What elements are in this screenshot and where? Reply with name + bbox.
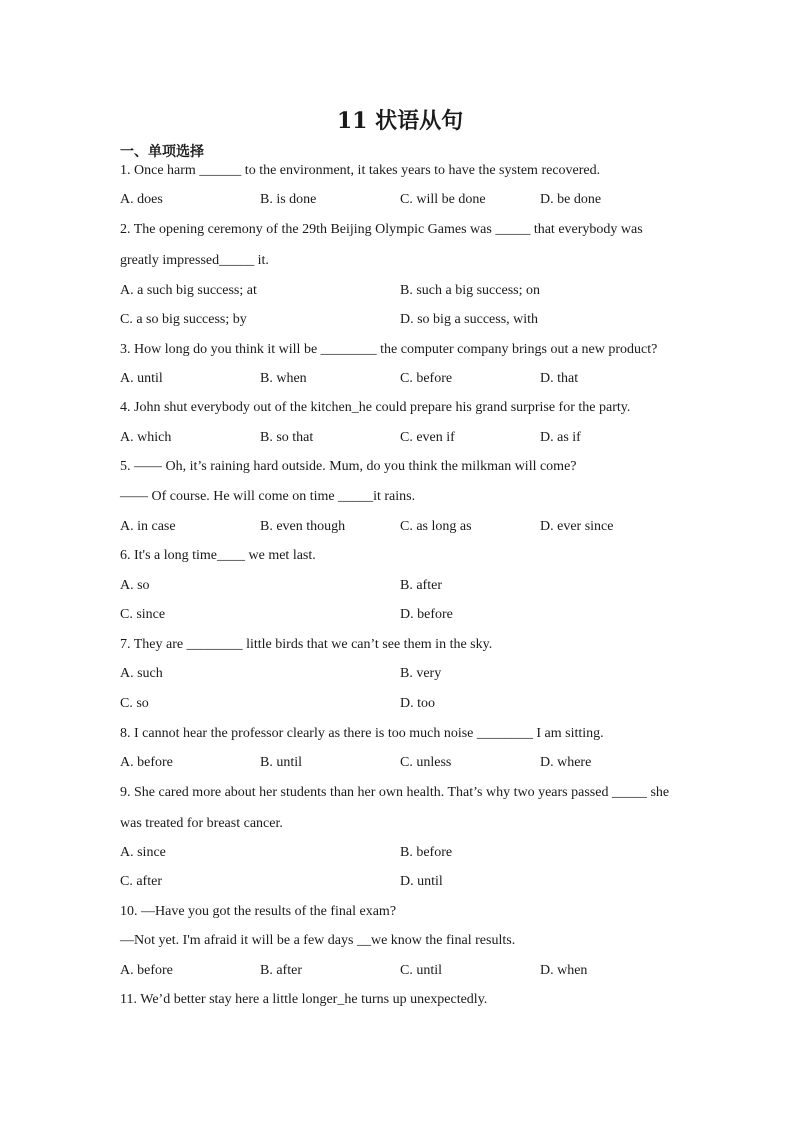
question-4-option-a[interactable]: A. which bbox=[120, 430, 172, 445]
question-7-option-b[interactable]: B. very bbox=[400, 666, 442, 681]
question-3-option-c[interactable]: C. before bbox=[400, 371, 453, 386]
question-10-option-c[interactable]: C. until bbox=[400, 963, 443, 978]
question-5-option-c[interactable]: C. as long as bbox=[400, 519, 472, 534]
section-heading: 一、单项选择 bbox=[120, 144, 204, 160]
question-9-option-c[interactable]: C. after bbox=[120, 874, 162, 889]
question-6-option-c[interactable]: C. since bbox=[120, 607, 166, 622]
question-9-option-d[interactable]: D. until bbox=[400, 874, 443, 889]
question-9-option-a[interactable]: A. since bbox=[120, 845, 166, 860]
question-9-stem-cont: was treated for breast cancer. bbox=[120, 816, 283, 831]
question-9-stem: 9. She cared more about her students than her own health. That’s why two years passed _____ she bbox=[120, 785, 670, 800]
question-4-option-b[interactable]: B. so that bbox=[260, 430, 314, 445]
question-7-option-d[interactable]: D. too bbox=[400, 696, 435, 711]
question-5-option-d[interactable]: D. ever since bbox=[540, 519, 614, 534]
question-5-option-a[interactable]: A. in case bbox=[120, 519, 176, 534]
question-2-option-a[interactable]: A. a such big success; at bbox=[120, 283, 257, 298]
question-4-option-c[interactable]: C. even if bbox=[400, 430, 455, 445]
question-5-stem: 5. —— Oh, it’s raining hard outside. Mum, do you think the milkman will come? bbox=[120, 459, 577, 474]
question-4-stem: 4. John shut everybody out of the kitchen_he could prepare his grand surprise for the party. bbox=[120, 400, 631, 415]
question-2-stem-cont: greatly impressed_____ it. bbox=[120, 253, 269, 268]
page-title: 11 状语从句 bbox=[336, 108, 464, 134]
question-8-option-d[interactable]: D. where bbox=[540, 755, 592, 770]
question-10-option-b[interactable]: B. after bbox=[260, 963, 302, 978]
question-3-option-b[interactable]: B. when bbox=[260, 371, 307, 386]
question-10-stem: 10. —Have you got the results of the final exam? bbox=[120, 904, 397, 919]
question-2-option-b[interactable]: B. such a big success; on bbox=[400, 283, 540, 298]
question-3-option-a[interactable]: A. until bbox=[120, 371, 163, 386]
question-10-option-d[interactable]: D. when bbox=[540, 963, 588, 978]
question-7-option-a[interactable]: A. such bbox=[120, 666, 163, 681]
question-1-option-b[interactable]: B. is done bbox=[260, 192, 317, 207]
question-2-option-c[interactable]: C. a so big success; by bbox=[120, 312, 247, 327]
question-6-option-d[interactable]: D. before bbox=[400, 607, 453, 622]
question-4-option-d[interactable]: D. as if bbox=[540, 430, 581, 445]
question-8-option-c[interactable]: C. unless bbox=[400, 755, 452, 770]
question-3-option-d[interactable]: D. that bbox=[540, 371, 579, 386]
question-2-option-d[interactable]: D. so big a success, with bbox=[400, 312, 539, 327]
question-8-option-a[interactable]: A. before bbox=[120, 755, 173, 770]
question-1-option-a[interactable]: A. does bbox=[120, 192, 163, 207]
question-11-stem: 11. We’d better stay here a little longer_he turns up unexpectedly. bbox=[120, 992, 488, 1007]
question-6-option-a[interactable]: A. so bbox=[120, 578, 150, 593]
question-1-option-d[interactable]: D. be done bbox=[540, 192, 602, 207]
question-7-stem: 7. They are ________ little birds that we can’t see them in the sky. bbox=[120, 637, 493, 652]
question-9-option-b[interactable]: B. before bbox=[400, 845, 453, 860]
question-6-option-b[interactable]: B. after bbox=[400, 578, 442, 593]
question-5-option-b[interactable]: B. even though bbox=[260, 519, 346, 534]
question-10-stem-cont: —Not yet. I'm afraid it will be a few days __we know the final results. bbox=[120, 933, 516, 948]
question-10-option-a[interactable]: A. before bbox=[120, 963, 173, 978]
question-8-option-b[interactable]: B. until bbox=[260, 755, 303, 770]
question-8-stem: 8. I cannot hear the professor clearly as there is too much noise ________ I am sitting. bbox=[120, 726, 604, 741]
question-6-stem: 6. It's a long time____ we met last. bbox=[120, 548, 316, 563]
question-5-stem-cont: —— Of course. He will come on time _____it rains. bbox=[120, 489, 416, 504]
question-1-stem: 1. Once harm ______ to the environment, it takes years to have the system recovered. bbox=[120, 163, 601, 178]
question-1-option-c[interactable]: C. will be done bbox=[400, 192, 486, 207]
question-2-stem: 2. The opening ceremony of the 29th Beijing Olympic Games was _____ that everybody was bbox=[120, 222, 643, 237]
question-7-option-c[interactable]: C. so bbox=[120, 696, 149, 711]
question-3-stem: 3. How long do you think it will be ________ the computer company brings out a new product? bbox=[120, 342, 658, 357]
